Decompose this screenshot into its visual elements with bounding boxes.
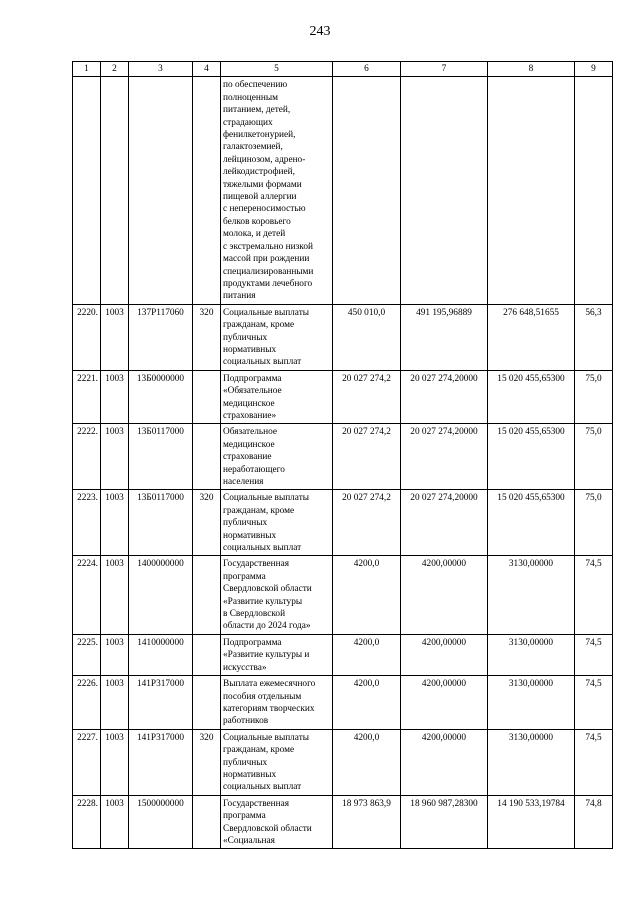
plan-amount-cell <box>401 556 488 634</box>
row-number-cell <box>73 556 101 634</box>
row-number-cell <box>73 304 101 370</box>
section-code-cell <box>101 304 129 370</box>
executed-amount-cell <box>488 634 575 675</box>
executed-amount-cell <box>488 795 575 849</box>
approved-amount-text: 4200,0 <box>353 637 380 648</box>
item-name-cell <box>221 729 333 795</box>
row-number-text: 2228. <box>77 798 98 809</box>
item-name-text: Подпрограмма «Развитие культуры и искусства» <box>223 637 310 673</box>
item-name-cell <box>221 676 333 730</box>
plan-amount-text: 4200,00000 <box>421 559 467 570</box>
percent-cell <box>575 795 613 849</box>
expense-type-cell <box>193 556 221 634</box>
percent-cell <box>575 556 613 634</box>
percent-cell <box>575 424 613 490</box>
item-name-cell <box>221 77 333 304</box>
percent-text: 56,3 <box>585 307 602 318</box>
header-row <box>73 62 613 77</box>
item-name-cell <box>221 795 333 849</box>
approved-amount-cell <box>333 556 401 634</box>
executed-amount-cell <box>488 304 575 370</box>
expense-type-cell <box>193 634 221 675</box>
section-code-cell <box>101 490 129 556</box>
table-row <box>73 370 613 424</box>
target-code-cell <box>129 77 193 304</box>
budget-table <box>72 61 613 849</box>
executed-amount-cell <box>488 77 575 304</box>
executed-amount-cell <box>488 556 575 634</box>
table-row <box>73 304 613 370</box>
target-code-cell <box>129 304 193 370</box>
page-number: 243 <box>309 24 331 39</box>
target-code-text: 1500000000 <box>137 798 184 809</box>
target-code-cell <box>129 729 193 795</box>
item-name-cell <box>221 490 333 556</box>
executed-amount-cell <box>488 490 575 556</box>
item-name-cell <box>221 634 333 675</box>
row-number-text: 2227. <box>77 732 98 743</box>
percent-text: 74,5 <box>585 679 602 690</box>
percent-text: 74,5 <box>585 732 602 743</box>
target-code-cell <box>129 490 193 556</box>
row-number-text: 2225. <box>77 637 98 648</box>
row-number-cell <box>73 676 101 730</box>
approved-amount-cell <box>333 729 401 795</box>
approved-amount-cell <box>333 424 401 490</box>
executed-amount-text: 3130,00000 <box>508 732 554 743</box>
plan-amount-cell <box>401 676 488 730</box>
executed-amount-text: 15 020 455,65300 <box>497 493 565 504</box>
executed-amount-cell <box>488 676 575 730</box>
item-name-cell <box>221 370 333 424</box>
section-code-cell <box>101 77 129 304</box>
target-code-text: 141P317000 <box>136 679 184 690</box>
plan-amount-cell <box>401 77 488 304</box>
row-number-text: 2223. <box>77 493 98 504</box>
plan-amount-cell <box>401 370 488 424</box>
table-row <box>73 424 613 490</box>
item-name-text: Социальные выплаты гражданам, кроме публичных нормативных социальных выплат <box>223 307 310 368</box>
approved-amount-text: 4200,0 <box>353 559 380 570</box>
expense-type-cell <box>193 370 221 424</box>
percent-text: 74,8 <box>585 798 602 809</box>
approved-amount-cell <box>333 370 401 424</box>
expense-type-text: 320 <box>199 307 214 318</box>
column-header: 9 <box>575 62 613 77</box>
approved-amount-text: 4200,0 <box>353 679 380 690</box>
plan-amount-cell <box>401 634 488 675</box>
plan-amount-cell <box>401 490 488 556</box>
row-number-cell <box>73 490 101 556</box>
expense-type-cell <box>193 304 221 370</box>
approved-amount-cell <box>333 795 401 849</box>
column-header: 5 <box>221 62 333 77</box>
percent-cell <box>575 490 613 556</box>
expense-type-cell <box>193 676 221 730</box>
row-number-text: 2226. <box>77 679 98 690</box>
item-name-text: Подпрограмма «Обязательное медицинское страхование» <box>223 373 282 421</box>
row-number-text: 2220. <box>77 307 98 318</box>
executed-amount-text: 3130,00000 <box>508 637 554 648</box>
approved-amount-text: 20 027 274,2 <box>342 427 391 438</box>
item-name-text: Выплата ежемесячного пособия отдельным категориям творческих работников <box>223 679 316 727</box>
executed-amount-text: 3130,00000 <box>508 679 554 690</box>
section-code-cell <box>101 795 129 849</box>
section-code-cell <box>101 556 129 634</box>
percent-text: 75,0 <box>585 427 602 438</box>
table-row <box>73 676 613 730</box>
plan-amount-text: 20 027 274,20000 <box>410 373 478 384</box>
plan-amount-cell <box>401 795 488 849</box>
plan-amount-text: 20 027 274,20000 <box>410 493 478 504</box>
section-code-text: 1003 <box>105 732 124 743</box>
section-code-text: 1003 <box>105 373 124 384</box>
item-name-cell <box>221 556 333 634</box>
column-header: 6 <box>333 62 401 77</box>
target-code-text: 141P317000 <box>136 732 184 743</box>
target-code-cell <box>129 424 193 490</box>
executed-amount-text: 14 190 533,19784 <box>497 798 565 809</box>
plan-amount-text: 4200,00000 <box>421 732 467 743</box>
executed-amount-text: 3130,00000 <box>508 559 554 570</box>
target-code-text: 137P117060 <box>137 307 184 318</box>
section-code-cell <box>101 424 129 490</box>
plan-amount-cell <box>401 424 488 490</box>
approved-amount-text: 20 027 274,2 <box>342 373 391 384</box>
approved-amount-cell <box>333 304 401 370</box>
approved-amount-cell <box>333 77 401 304</box>
executed-amount-text: 276 648,51655 <box>503 307 559 318</box>
table-row <box>73 556 613 634</box>
table-row <box>73 729 613 795</box>
percent-text: 75,0 <box>585 373 602 384</box>
row-number-cell <box>73 77 101 304</box>
target-code-text: 13Б0117000 <box>137 427 184 438</box>
plan-amount-text: 4200,00000 <box>421 679 467 690</box>
target-code-cell <box>129 634 193 675</box>
table-row <box>73 634 613 675</box>
executed-amount-cell <box>488 729 575 795</box>
row-number-cell <box>73 424 101 490</box>
table-row <box>73 795 613 849</box>
section-code-text: 1003 <box>105 559 124 570</box>
item-name-text: Обязательное медицинское страхование неработающего населения <box>223 427 285 487</box>
approved-amount-text: 20 027 274,2 <box>342 493 391 504</box>
section-code-cell <box>101 676 129 730</box>
expense-type-text: 320 <box>199 493 214 504</box>
column-header: 3 <box>129 62 193 77</box>
item-name-text: Социальные выплаты гражданам, кроме публичных нормативных социальных выплат <box>223 732 310 793</box>
row-number-cell <box>73 795 101 849</box>
target-code-cell <box>129 370 193 424</box>
plan-amount-cell <box>401 729 488 795</box>
section-code-text: 1003 <box>105 637 124 648</box>
row-number-text: 2221. <box>77 373 98 384</box>
expense-type-cell <box>193 795 221 849</box>
approved-amount-cell <box>333 634 401 675</box>
percent-text: 75,0 <box>585 493 602 504</box>
target-code-text: 13Б0117000 <box>137 493 184 504</box>
item-name-text: по обеспечению полноценным питанием, детей, страдающих фенилкетонурией, галактоземией, лейцинозом, адрено- лейкодистрофией, тяжелыми формами пищевой аллергии с непереносимостью белков коровьего молока, и детей с экстремально низкой массой при рождении специализированными продуктами лечебного питания <box>223 80 314 302</box>
row-number-cell <box>73 634 101 675</box>
percent-text: 74,5 <box>585 559 602 570</box>
percent-cell <box>575 634 613 675</box>
executed-amount-text: 15 020 455,65300 <box>497 373 565 384</box>
plan-amount-text: 4200,00000 <box>421 637 467 648</box>
approved-amount-text: 450 010,0 <box>347 307 386 318</box>
percent-cell <box>575 304 613 370</box>
table-row <box>73 77 613 304</box>
plan-amount-cell <box>401 304 488 370</box>
target-code-text: 1410000000 <box>137 637 184 648</box>
percent-cell <box>575 370 613 424</box>
section-code-text: 1003 <box>105 798 124 809</box>
plan-amount-text: 20 027 274,20000 <box>410 427 478 438</box>
target-code-cell <box>129 676 193 730</box>
approved-amount-cell <box>333 490 401 556</box>
target-code-cell <box>129 556 193 634</box>
executed-amount-text: 15 020 455,65300 <box>497 427 565 438</box>
row-number-text: 2222. <box>77 427 98 438</box>
item-name-text: Государственная программа Свердловской области «Социальная <box>223 798 312 846</box>
column-header: 7 <box>401 62 488 77</box>
table-row <box>73 490 613 556</box>
percent-cell <box>575 77 613 304</box>
approved-amount-cell <box>333 676 401 730</box>
item-name-cell <box>221 304 333 370</box>
percent-text: 74,5 <box>585 637 602 648</box>
section-code-cell <box>101 370 129 424</box>
section-code-text: 1003 <box>105 493 124 504</box>
target-code-text: 1400000000 <box>137 559 184 570</box>
plan-amount-text: 18 960 987,28300 <box>410 798 478 809</box>
section-code-text: 1003 <box>105 679 124 690</box>
approved-amount-text: 4200,0 <box>353 732 380 743</box>
expense-type-text: 320 <box>199 732 214 743</box>
column-header: 2 <box>101 62 129 77</box>
target-code-text: 13Б0000000 <box>136 373 185 384</box>
column-header: 4 <box>193 62 221 77</box>
executed-amount-cell <box>488 424 575 490</box>
item-name-text: Государственная программа Свердловской области «Развитие культуры в Свердловской области до 2024 года» <box>223 559 312 632</box>
plan-amount-text: 491 195,96889 <box>416 307 472 318</box>
column-header: 1 <box>73 62 101 77</box>
section-code-cell <box>101 729 129 795</box>
section-code-text: 1003 <box>105 427 124 438</box>
expense-type-cell <box>193 729 221 795</box>
percent-cell <box>575 729 613 795</box>
row-number-text: 2224. <box>77 559 98 570</box>
row-number-cell <box>73 729 101 795</box>
expense-type-cell <box>193 490 221 556</box>
executed-amount-cell <box>488 370 575 424</box>
target-code-cell <box>129 795 193 849</box>
column-header: 8 <box>488 62 575 77</box>
expense-type-cell <box>193 77 221 304</box>
section-code-text: 1003 <box>105 307 124 318</box>
expense-type-cell <box>193 424 221 490</box>
approved-amount-text: 18 973 863,9 <box>342 798 391 809</box>
item-name-cell <box>221 424 333 490</box>
item-name-text: Социальные выплаты гражданам, кроме публичных нормативных социальных выплат <box>223 493 310 554</box>
row-number-cell <box>73 370 101 424</box>
section-code-cell <box>101 634 129 675</box>
percent-cell <box>575 676 613 730</box>
